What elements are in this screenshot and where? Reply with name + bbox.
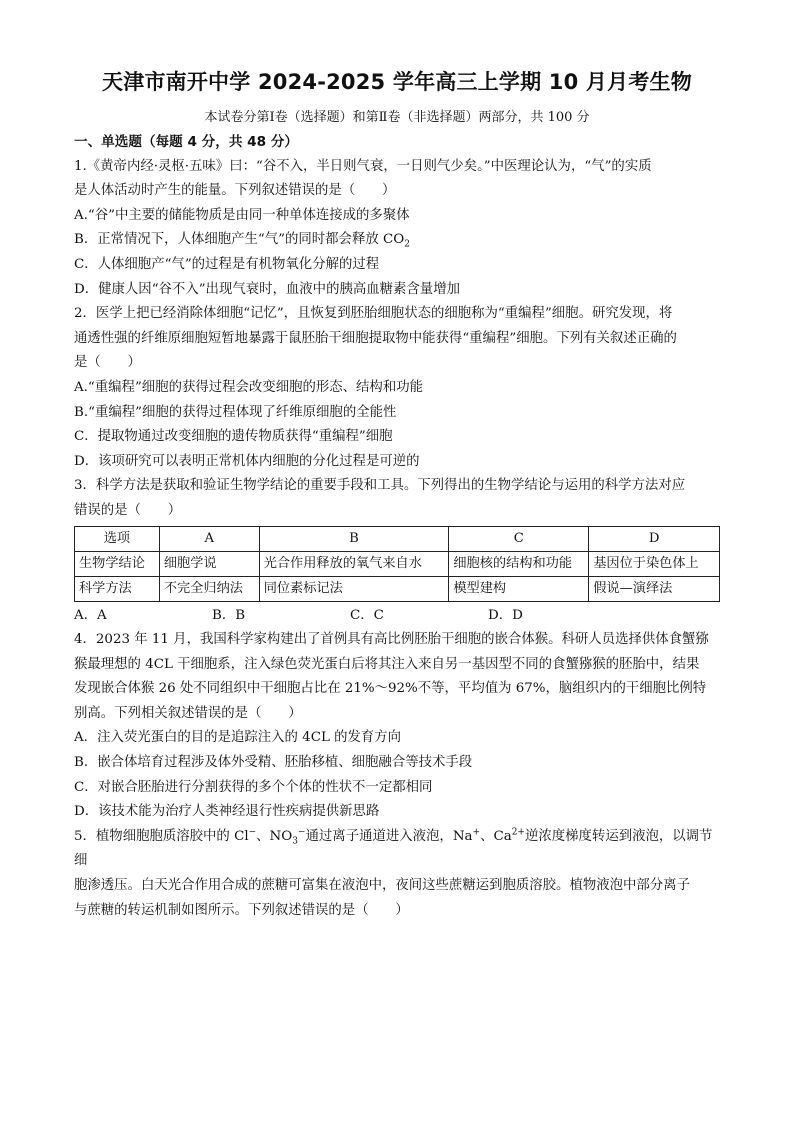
option-d: D．D [488, 607, 523, 623]
question-4 [74, 628, 720, 825]
page-title: 天津市南开中学 2024-2025 学年高三上学期 10 月月考生物 [102, 70, 692, 94]
table-cell: 基因位于染色体上 [589, 551, 720, 576]
stem-text: 通过离子通道进入液泡，Na [305, 828, 473, 844]
table-cell: A [159, 526, 259, 551]
option-b: B．B [212, 607, 246, 623]
option-d: D．该技术能为治疗人类神经退行性疾病提供新思路 [74, 804, 380, 820]
table-cell: 生物学结论 [75, 551, 160, 576]
question-stem [74, 825, 720, 874]
question-3 [74, 474, 720, 628]
exam-content [74, 130, 720, 923]
option-a: A．A [74, 607, 107, 623]
table-cell: B [259, 526, 449, 551]
option-c: C．C [350, 607, 384, 623]
table-cell: 不完全归纳法 [159, 576, 259, 601]
question-5 [74, 825, 720, 923]
question-2 [74, 302, 720, 474]
question-stem: 2．医学上把已经消除体细胞“记忆”，且恢复到胚胎细胞状态的细胞称为“重编程”细胞。研究发现，将 [74, 306, 673, 322]
question-stem: 别高。下列相关叙述错误的是（ ） [74, 705, 302, 721]
option-c: C．对嵌合胚胎进行分割获得的多个个体的性状不一定都相同 [74, 779, 433, 795]
question-stem: 1.《黄帝内经·灵枢·五味》曰：“谷不入，半日则气衰，一日则气少矣。”中医理论认为，“气”的实质 [74, 158, 652, 174]
question-stem: 发现嵌合体猴 26 处不同组织中干细胞占比在 21%～92%不等，平均值为 67%，脑组织内的干细胞比例特 [74, 681, 707, 697]
table-cell: 假说—演绎法 [589, 576, 720, 601]
stem-text: 逆浓度梯度转运到液泡，以调节细 [74, 828, 713, 869]
question-stem: 错误的是（ ） [74, 502, 182, 518]
options-row [74, 604, 720, 629]
question-stem: 是人体活动时产生的能量。下列叙述错误的是（ ） [74, 183, 396, 199]
question-stem: 3．科学方法是获取和验证生物学结论的重要手段和工具。下列得出的生物学结论与运用的科学方法对应 [74, 478, 686, 494]
question-stem: 通透性强的纤维原细胞短暂地暴露于鼠胚胎干细胞提取物中能获得“重编程”细胞。下列有关叙述正确的 [74, 330, 677, 346]
table-row [75, 576, 720, 601]
exam-instructions: 本试卷分第Ⅰ卷（选择题）和第Ⅱ卷（非选择题）两部分，共 100 分 [204, 110, 590, 125]
question-stem: 与蔗糖的转运机制如图所示。下列叙述错误的是（ ） [74, 902, 409, 918]
superscript: 2+ [511, 827, 525, 838]
option-d: D．该项研究可以表明正常机体内细胞的分化过程是可逆的 [74, 453, 420, 469]
subscript: 2 [404, 240, 410, 251]
option-b: B.“重编程”细胞的获得过程体现了纤维原细胞的全能性 [74, 404, 397, 420]
stem-text: 、Ca [480, 828, 512, 844]
subscript: 3 [292, 836, 298, 847]
table-cell: 细胞核的结构和功能 [449, 551, 589, 576]
table-cell: 选项 [75, 526, 160, 551]
option-b: B．嵌合体培育过程涉及体外受精、胚胎移植、细胞融合等技术手段 [74, 755, 473, 771]
table-cell: 科学方法 [75, 576, 160, 601]
option-a: A.“重编程”细胞的获得过程会改变细胞的形态、结构和功能 [74, 379, 423, 395]
superscript: − [248, 827, 257, 838]
stem-text: 5．植物细胞胞质溶胶中的 Cl [74, 828, 249, 844]
question-1 [74, 155, 720, 303]
option-text: B．正常情况下，人体细胞产生“气”的同时都会释放 CO [74, 232, 405, 248]
question-stem: 猴最理想的 4CL 干细胞系，注入绿色荧光蛋白后将其注入来自另一基因型不同的食蟹猕猴的胚胎中，结果 [74, 656, 700, 672]
question-stem: 是（ ） [74, 355, 141, 371]
option-c: C．提取物通过改变细胞的遗传物质获得“重编程”细胞 [74, 429, 393, 445]
table-cell: D [589, 526, 720, 551]
option-a: A．注入荧光蛋白的目的是追踪注入的 4CL 的发育方向 [74, 730, 402, 746]
table-cell: 光合作用释放的氧气来自水 [259, 551, 449, 576]
table-cell: C [449, 526, 589, 551]
superscript: + [472, 827, 481, 838]
table-cell: 同位素标记法 [259, 576, 449, 601]
option-b [74, 228, 720, 253]
method-table [74, 526, 720, 602]
table-header-row [75, 526, 720, 551]
option-d: D．健康人因“谷不入”出现气衰时，血液中的胰高血糖素含量增加 [74, 281, 460, 297]
question-stem: 4．2023 年 11 月，我国科学家构建出了首例具有高比例胚胎干细胞的嵌合体猴。科研人员选择供体食蟹猕 [74, 632, 709, 648]
table-cell: 细胞学说 [159, 551, 259, 576]
table-row [75, 551, 720, 576]
superscript: − [297, 827, 306, 838]
question-stem: 胞渗透压。白天光合作用合成的蔗糖可富集在液泡中，夜间这些蔗糖运到胞质溶胶。植物液泡中部分离子 [74, 878, 690, 894]
option-a: A.“谷”中主要的储能物质是由同一种单体连接成的多聚体 [74, 207, 410, 223]
table-cell: 模型建构 [449, 576, 589, 601]
option-c: C．人体细胞产“气”的过程是有机物氧化分解的过程 [74, 256, 380, 272]
stem-text: 、NO [256, 828, 293, 844]
section-title: 一、单选题（每题 4 分，共 48 分） [74, 134, 299, 150]
